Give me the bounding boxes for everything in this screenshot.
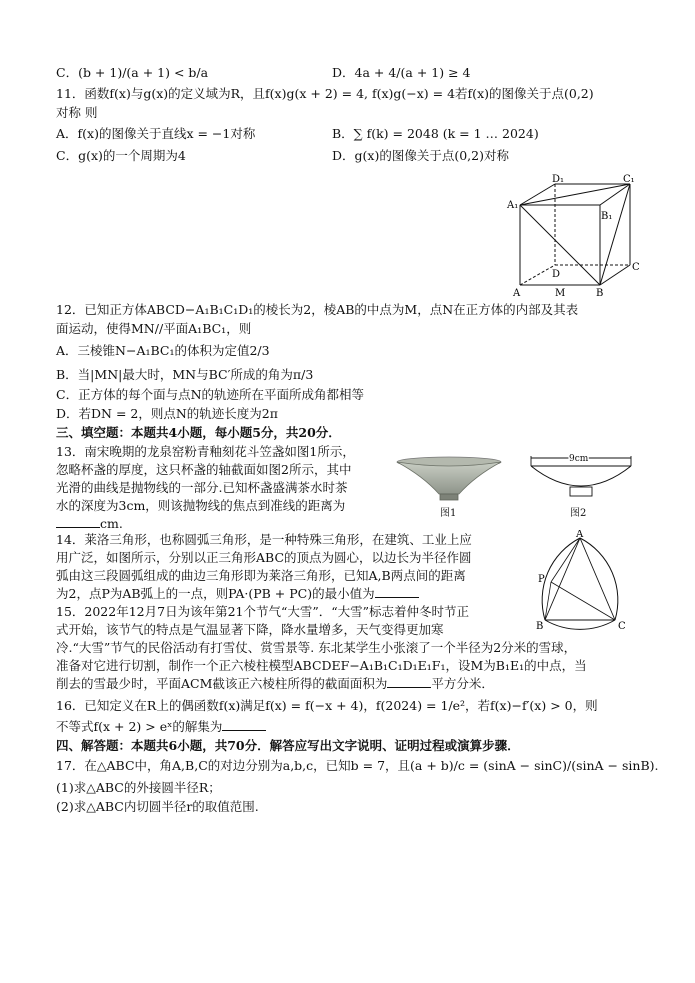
q14-line3: 弧由这三段圆弧组成的曲边三角形即为莱洛三角形，已知A,B两点间的距离 — [56, 568, 466, 583]
q17-stem: 17．在△ABC中，角A,B,C的对边分别为a,b,c，已知b = 7，且(a + b)/c = (sinA − sinC)/(sinA − sinB). — [56, 758, 659, 773]
cube-label-a: A — [513, 288, 521, 299]
reuleaux-label-b: B — [536, 621, 544, 630]
q14-line1: 14．莱洛三角形，也称圆弧三角形，是一种特殊三角形，在建筑、工业上应 — [56, 532, 472, 547]
reuleaux-label-p: P — [538, 574, 545, 585]
q17-part2: (2)求△ABC内切圆半径r的取值范围. — [56, 799, 259, 814]
q11-stem-line2: 对称 则 — [56, 105, 98, 120]
q11-option-b: B．∑ f(k) = 2048 (k = 1 … 2024) — [332, 126, 539, 141]
q12-option-b: B．当|MN|最大时，MN与BC′所成的角为π/3 — [56, 367, 314, 382]
q12-stem-line1: 12．已知正方体ABCD−A₁B₁C₁D₁的棱长为2，棱AB的中点为M，点N在正方体的内部及其表 — [56, 302, 579, 317]
q12-option-d: D．若DN = 2，则点N的轨迹长度为2π — [56, 406, 278, 421]
section-3-heading: 三、填空题：本题共4小题，每小题5分，共20分． — [56, 425, 341, 440]
q16-line1: 16．已知定义在R上的偶函数f(x)满足f(x) = f(−x + 4)，f(2024) = 1/e²，若f(x)−f′(x) > 0，则 — [56, 698, 598, 713]
cube-label-d: D — [552, 269, 561, 280]
q15-line4: 准备对它进行切割，制作一个正六棱柱模型ABCDEF−A₁B₁C₁D₁E₁F₁，设M为B₁E₁的中点，当 — [56, 658, 587, 673]
figure2-caption: 图2 — [570, 508, 587, 519]
cube-label-c: C — [632, 262, 640, 273]
q15-line1: 15．2022年12月7日为该年第21个节气“大雪”．“大雪”标志着仲冬时节正 — [56, 604, 470, 619]
q12-stem-line2: 面运动，使得MN//平面A₁BC₁，则 — [56, 321, 252, 336]
q14-line2: 用广泛，如图所示，分别以正三角形ABC的顶点为圆心，以边长为半径作圆 — [56, 550, 472, 565]
q11-option-c: C．g(x)的一个周期为4 — [56, 148, 186, 163]
q15-line3: 冷.“大雪”节气的民俗活动有打雪仗、赏雪景等. 东北某学生小张滚了一个半径为2分米的雪球， — [56, 640, 577, 655]
q15-line2: 式开始，该节气的特点是气温显著下降，降水量增多，天气变得更加寒 — [56, 622, 444, 637]
section-4-heading: 四、解答题：本题共6小题，共70分．解答应写出文字说明、证明过程或演算步骤． — [56, 738, 520, 753]
q16-answer-blank — [222, 718, 266, 731]
cube-label-b1: B₁ — [601, 211, 613, 222]
q13-answer-blank — [56, 515, 100, 528]
cube-label-c1: C₁ — [623, 174, 635, 185]
q10-option-d: D．4a + 4/(a + 1) ≥ 4 — [332, 65, 471, 80]
bowl-cross-section — [525, 454, 637, 506]
q11-option-d: D．g(x)的图像关于点(0,2)对称 — [332, 148, 509, 163]
cube-label-b: B — [596, 288, 604, 299]
cube-label-a1: A₁ — [507, 200, 519, 211]
q16-line2 — [56, 718, 266, 736]
q17-part1: (1)求△ABC的外接圆半径R； — [56, 780, 221, 795]
q15-line5-text: 削去的雪最少时，平面ACM截该正六棱柱所得的截面面积为 — [56, 676, 388, 691]
q13-line2: 忽略杯盏的厚度，这只杯盏的轴截面如图2所示，其中 — [56, 462, 352, 477]
q11-option-a: A．f(x)的图像关于直线x = −1对称 — [56, 126, 256, 141]
q16-line2-text: 不等式f(x + 2) > eˣ的解集为 — [56, 719, 223, 734]
q14-answer-blank — [375, 585, 419, 598]
cube-label-m: M — [555, 288, 566, 299]
q14-line4-text: 为2，点P为AB弧上的一点，则PA·(PB + PC)的最小值为 — [56, 586, 375, 601]
q15-unit: 平方分米． — [431, 676, 494, 691]
figure1-caption: 图1 — [440, 508, 457, 519]
q14-line4 — [56, 585, 419, 603]
q10-option-c: C．(b + 1)/(a + 1) < b/a — [56, 65, 209, 80]
q13-unit: cm. — [100, 516, 123, 531]
reuleaux-label-c: C — [618, 621, 626, 630]
q13-line3: 光滑的曲线是抛物线的一部分.已知杯盏盛满茶水时茶 — [56, 480, 348, 495]
cube-label-d1: D₁ — [552, 174, 565, 185]
cube-figure — [505, 172, 645, 302]
q15-line5 — [56, 675, 494, 693]
width-label: 9cm — [569, 454, 589, 464]
q11-stem-line1: 11．函数f(x)与g(x)的定义域为R，且f(x)g(x + 2) = 4, f(x)g(−x) = 4若f(x)的图像关于点(0,2) — [56, 86, 594, 101]
reuleaux-figure — [530, 530, 640, 630]
reuleaux-label-a: A — [576, 530, 584, 540]
q12-option-a: A．三棱锥N−A₁BC₁的体积为定值2/3 — [56, 343, 270, 358]
q15-answer-blank — [387, 675, 431, 688]
q12-option-c: C．正方体的每个面与点N的轨迹所在平面所成角都相等 — [56, 387, 365, 402]
q13-line4: 水的深度为3cm，则该抛物线的焦点到准线的距离为 — [56, 498, 346, 513]
q13-line1: 13．南宋晚期的龙泉窑粉青釉刻花斗笠盏如图1所示， — [56, 444, 355, 459]
